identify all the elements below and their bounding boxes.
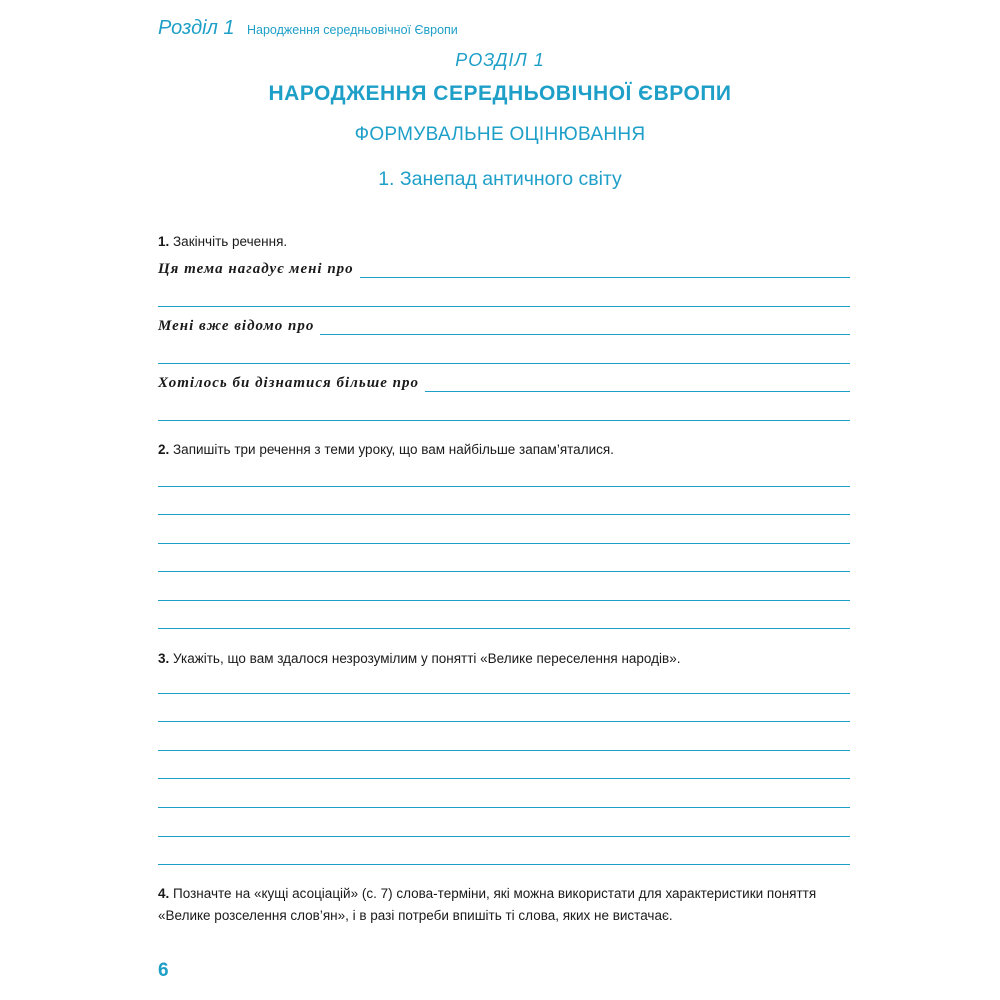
running-header bbox=[158, 17, 458, 40]
task-number: 1. bbox=[158, 234, 170, 249]
answer-line[interactable] bbox=[158, 420, 850, 421]
answer-line[interactable] bbox=[158, 600, 850, 601]
prompt-text: Ця тема нагадує мені про bbox=[158, 261, 354, 277]
task-text: Позначте на «кущі асоціацій» (с. 7) слова-терміни, які можна використати для характеристики поняття bbox=[173, 886, 817, 901]
answer-line[interactable] bbox=[158, 721, 850, 722]
answer-line[interactable] bbox=[158, 543, 850, 544]
lesson-title: 1. Занепад античного світу bbox=[378, 168, 622, 190]
task-4 bbox=[158, 883, 816, 927]
task-2 bbox=[158, 439, 614, 461]
answer-line[interactable] bbox=[158, 486, 850, 487]
prompt-text: Хотілось би дізнатися більше про bbox=[158, 375, 419, 391]
prompt-row-2 bbox=[158, 317, 850, 335]
answer-line[interactable] bbox=[360, 263, 850, 278]
prompt-row-1 bbox=[158, 260, 850, 278]
answer-line[interactable] bbox=[425, 377, 850, 392]
task-text: Укажіть, що вам здалося незрозумілим у понятті «Велике переселення народів». bbox=[173, 651, 681, 666]
answer-line[interactable] bbox=[158, 750, 850, 751]
task-text: Запишіть три речення з теми уроку, що вам найбільше запам’яталися. bbox=[173, 442, 614, 457]
answer-line[interactable] bbox=[158, 807, 850, 808]
prompt-row-3 bbox=[158, 374, 850, 392]
answer-line[interactable] bbox=[158, 778, 850, 779]
answer-line[interactable] bbox=[320, 320, 850, 335]
task-1 bbox=[158, 231, 287, 253]
answer-line[interactable] bbox=[158, 306, 850, 307]
page-number: 6 bbox=[158, 960, 169, 981]
answer-line[interactable] bbox=[158, 864, 850, 865]
answer-line[interactable] bbox=[158, 514, 850, 515]
answer-line[interactable] bbox=[158, 363, 850, 364]
sub-heading: ФОРМУВАЛЬНЕ ОЦІНЮВАННЯ bbox=[354, 124, 646, 145]
answer-line[interactable] bbox=[158, 571, 850, 572]
task-number: 2. bbox=[158, 442, 170, 457]
answer-line[interactable] bbox=[158, 693, 850, 694]
running-header-subtitle: Народження середньовічної Європи bbox=[247, 23, 458, 37]
running-header-section: Розділ 1 bbox=[158, 17, 235, 39]
section-title: НАРОДЖЕННЯ СЕРЕДНЬОВІЧНОЇ ЄВРОПИ bbox=[268, 82, 732, 105]
section-label: РОЗДІЛ 1 bbox=[455, 50, 545, 70]
task-3 bbox=[158, 648, 680, 670]
answer-line[interactable] bbox=[158, 836, 850, 837]
task-number: 4. bbox=[158, 886, 170, 901]
prompt-text: Мені вже відомо про bbox=[158, 318, 315, 334]
task-4-line-1 bbox=[158, 883, 816, 905]
answer-line[interactable] bbox=[158, 628, 850, 629]
task-number: 3. bbox=[158, 651, 170, 666]
task-text: Закінчіть речення. bbox=[173, 234, 288, 249]
task-4-line-2: «Велике розселення слов’ян», і в разі потреби впишіть ті слова, яких не вистачає. bbox=[158, 908, 673, 923]
